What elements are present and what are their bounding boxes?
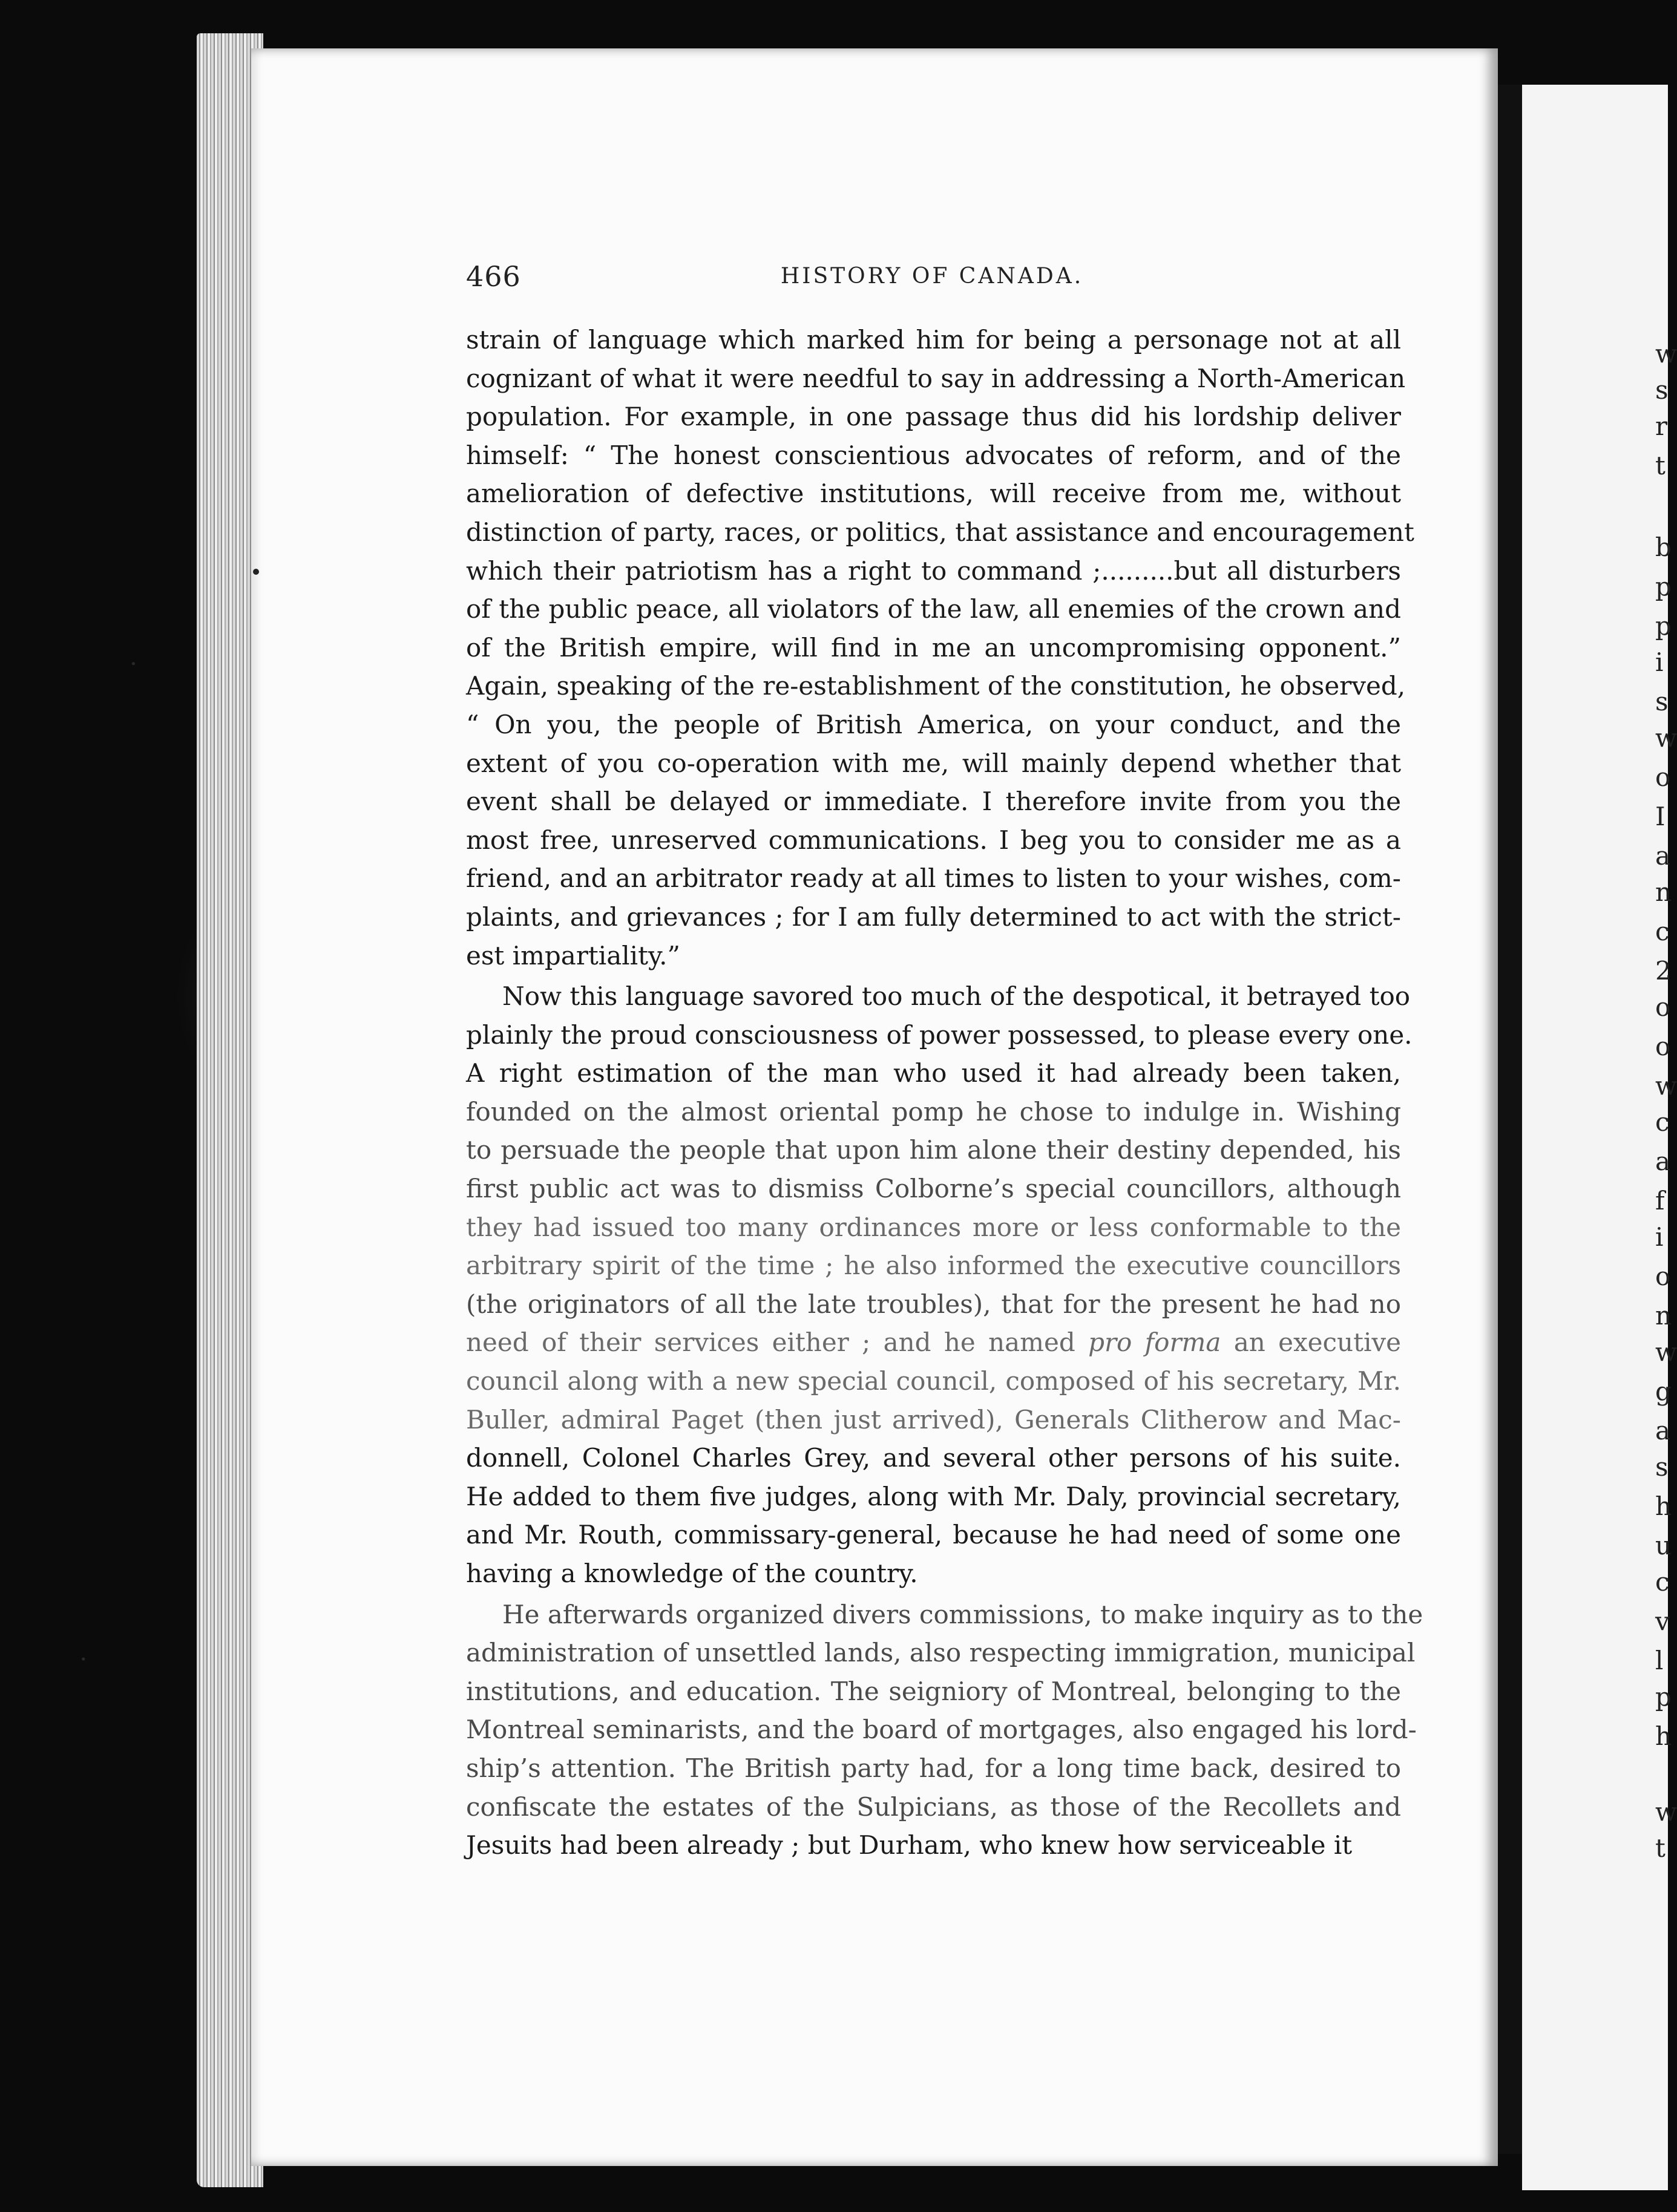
text-line: they had issued too many ordinances more or less conformable to the [466, 1212, 1401, 1242]
facing-page-fragment: p [1655, 572, 1672, 601]
text-line: amelioration of defective institutions, will receive from me, without [466, 479, 1401, 509]
text-line: “ On you, the people of British America, on your conduct, and the [466, 709, 1401, 739]
text-line: need of their services either ; and he named pro forma an executive [466, 1327, 1401, 1358]
facing-page-fragment: a [1655, 841, 1671, 871]
text-line: population. For example, in one passage thus did his lordship deliver [466, 402, 1401, 432]
facing-page-fragment: c [1655, 917, 1670, 946]
facing-page-fragment: l [1655, 1646, 1664, 1675]
facing-page-fragment: s [1655, 687, 1669, 716]
facing-page-fragment: a [1655, 1147, 1671, 1176]
text-line: event shall be delayed or immediate. I therefore invite from you the [466, 787, 1401, 817]
text-line: of the public peace, all violators of the law, all enemies of the crown and [466, 594, 1401, 624]
facing-page-fragment: t [1655, 451, 1666, 480]
facing-page-fragment: w [1655, 1071, 1677, 1101]
text-line: having a knowledge of the country. [466, 1559, 918, 1588]
margin-mark [253, 569, 259, 575]
text-line: Now this language savored too much of the despotical, it betrayed too [502, 981, 1411, 1012]
text-line: (the originators of all the late troubles), that for the present he had no [466, 1289, 1401, 1319]
facing-page-fragment: a [1655, 1416, 1671, 1445]
text-line: Buller, admiral Paget (then just arrived), Generals Clitherow and Mac- [466, 1404, 1401, 1435]
facing-page-fragment: w [1655, 1337, 1677, 1367]
text-line: distinction of party, races, or politics, that assistance and encouragement [466, 517, 1414, 547]
facing-page-fragment: p [1655, 1682, 1672, 1712]
text-line: friend, and an arbitrator ready at all times to listen to your wishes, com- [466, 863, 1401, 894]
facing-page-fragment: h [1655, 1491, 1672, 1521]
facing-page-fragment: o [1655, 1261, 1671, 1291]
facing-page-fragment: w [1655, 723, 1677, 753]
text-line: which their patriotism has a right to command ;.........but all disturbers [466, 555, 1401, 586]
facing-page-fragment: f [1655, 1186, 1665, 1216]
facing-page-fragment: o [1655, 992, 1671, 1022]
facing-page-fragment: w [1655, 339, 1677, 368]
facing-page-fragment: c [1655, 1107, 1670, 1137]
facing-page-fragment: 2 [1655, 956, 1672, 986]
text-line: of the British empire, will find in me an uncompromising opponent.” [466, 632, 1401, 663]
text-line: He added to them five judges, along with Mr. Daly, provincial secretary, [466, 1481, 1401, 1511]
facing-page-fragment: s [1655, 1452, 1669, 1482]
book-gutter [1498, 85, 1522, 2154]
text-line: A right estimation of the man who used it had already been taken, [466, 1058, 1401, 1088]
text-line: He afterwards organized divers commissions, to make inquiry as to the [502, 1599, 1423, 1629]
running-head [466, 260, 1398, 296]
facing-page-fragment: w [1655, 1797, 1677, 1827]
text-line: Jesuits had been already ; but Durham, who knew how serviceable it [466, 1830, 1353, 1860]
text-line: founded on the almost oriental pomp he chose to indulge in. Wishing [466, 1096, 1401, 1127]
facing-page-fragment: i [1655, 647, 1664, 677]
text-line: institutions, and education. The seigniory of Montreal, belonging to the [466, 1676, 1401, 1706]
facing-page-fragment: I [1655, 802, 1666, 831]
text-line: and Mr. Routh, commissary-general, because he had need of some one [466, 1520, 1401, 1550]
running-title: HISTORY OF CANADA. [780, 264, 1084, 289]
text-line: arbitrary spirit of the time ; he also informed the executive councillors [466, 1251, 1401, 1281]
page-number: 466 [466, 260, 521, 293]
text-line: extent of you co-operation with me, will mainly depend whether that [466, 748, 1401, 778]
text-line: ship’s attention. The British party had, for a long time back, desired to [466, 1753, 1401, 1783]
facing-page-fragment: u [1655, 1531, 1672, 1560]
text-line: administration of unsettled lands, also respecting immigration, municipal [466, 1638, 1416, 1668]
text-line: to persuade the people that upon him alone their destiny depended, his [466, 1135, 1401, 1165]
text-line: Montreal seminarists, and the board of mortgages, also engaged his lord- [466, 1715, 1417, 1745]
facing-page-fragment: s [1655, 375, 1669, 405]
text-line: est impartiality.” [466, 940, 680, 970]
facing-page-fragment: c [1655, 1567, 1670, 1597]
text-line: confiscate the estates of the Sulpicians, as those of the Recollets and [466, 1792, 1401, 1822]
text-line: most free, unreserved communications. I beg you to consider me as a [466, 825, 1401, 855]
facing-page-fragment: o [1655, 762, 1671, 792]
facing-page-fragment: b [1655, 532, 1672, 562]
facing-page-fragment: o [1655, 1032, 1671, 1061]
text-line: plaints, and grievances ; for I am fully determined to act with the strict- [466, 901, 1401, 932]
text-line: cognizant of what it were needful to say in addressing a North-American [466, 363, 1406, 393]
facing-page-fragment: t [1655, 1833, 1666, 1863]
text-line: himself: “ The honest conscientious advocates of reform, and of the [466, 440, 1401, 470]
facing-page-fragment: i [1655, 1222, 1664, 1252]
text-line: donnell, Colonel Charles Grey, and several other persons of his suite. [466, 1443, 1401, 1473]
facing-page-fragment: n [1655, 1301, 1672, 1330]
facing-page [1522, 85, 1677, 2190]
text-line: plainly the proud consciousness of power possessed, to please every one. [466, 1019, 1413, 1050]
facing-page-fragment: v [1655, 1606, 1670, 1636]
facing-page-fragment: p [1655, 611, 1672, 641]
italic-phrase: pro forma [1088, 1327, 1221, 1358]
facing-page-fragment: g [1655, 1376, 1672, 1406]
text-line: council along with a new special council, composed of his secretary, Mr. [466, 1366, 1401, 1396]
text-line: Again, speaking of the re-establishment of the constitution, he observed, [466, 671, 1406, 701]
facing-page-fragment: r [1655, 411, 1668, 441]
text-line: first public act was to dismiss Colborne’s special councillors, although [466, 1174, 1401, 1204]
body-text [466, 321, 1423, 1865]
text-line: strain of language which marked him for being a personage not at all [466, 325, 1401, 355]
facing-page-fragment: n [1655, 877, 1672, 907]
facing-page-fragment: h [1655, 1721, 1672, 1751]
